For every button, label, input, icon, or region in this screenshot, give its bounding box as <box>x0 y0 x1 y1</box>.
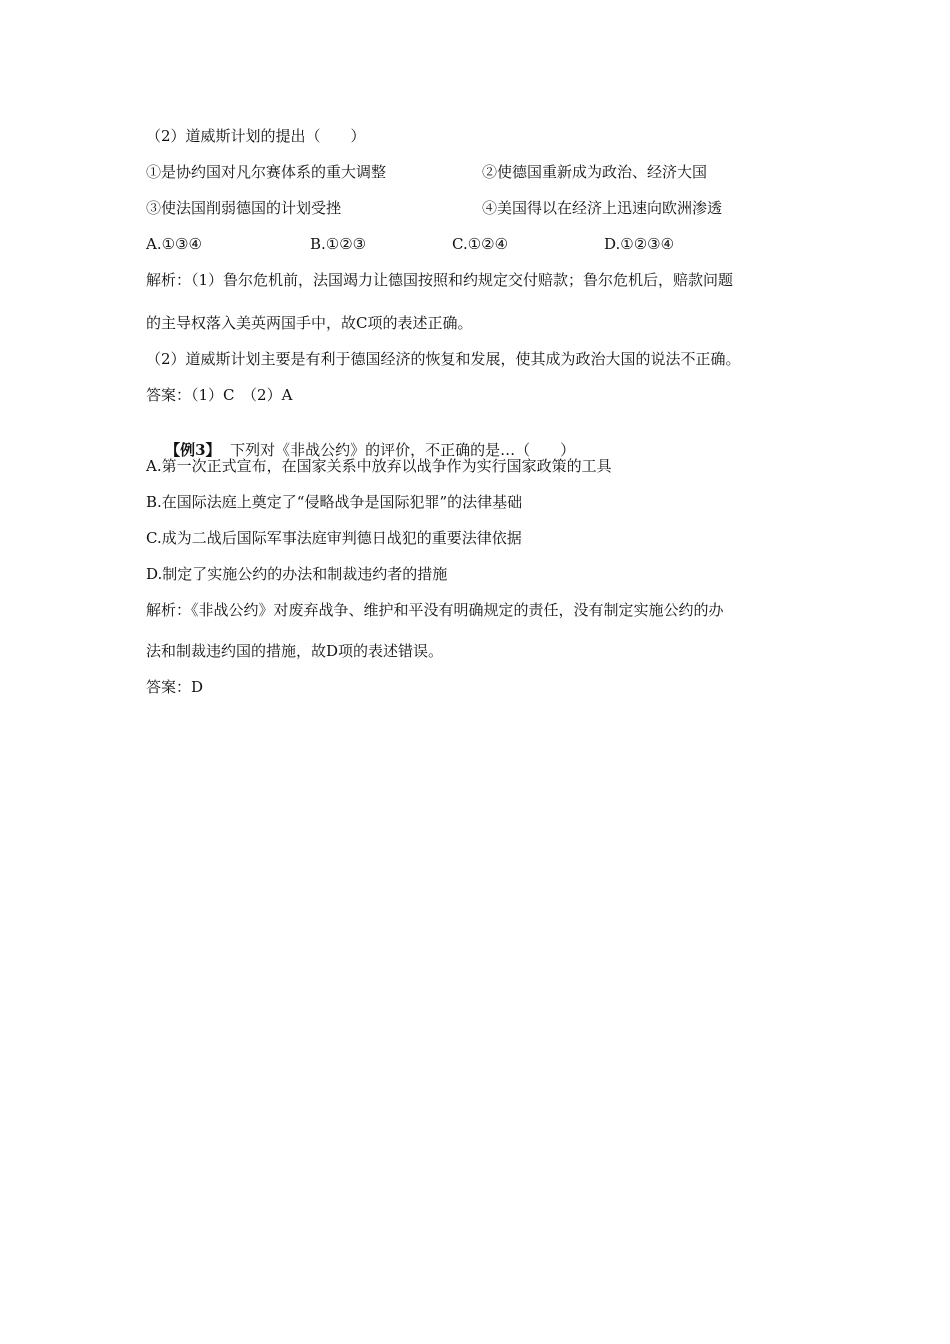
ex3-option-b: B.在国际法庭上奠定了“侵略战争是国际犯罪”的法律基础 <box>146 493 523 511</box>
analysis-line-3: （2）道威斯计划主要是有利于德国经济的恢复和发展，使其成为政治大国的说法不正确。 <box>146 350 741 368</box>
example-3-stem: 下列对《非战公约》的评价，不正确的是…（ ） <box>230 441 576 459</box>
ex3-option-d: D.制定了实施公约的办法和制裁违约者的措施 <box>146 565 448 583</box>
ex3-analysis-line-2: 法和制裁违约国的措施，故D项的表述错误。 <box>146 642 444 660</box>
statement-4: ④美国得以在经济上迅速向欧洲渗透 <box>482 199 723 217</box>
statement-2: ②使德国重新成为政治、经济大国 <box>482 163 708 181</box>
option-a: A.①③④ <box>146 235 202 253</box>
ex3-analysis-line-1: 解析：《非战公约》对废弃战争、维护和平没有明确规定的责任，没有制定实施公约的办 <box>146 601 724 619</box>
analysis-line-2: 的主导权落入美英两国手中，故C项的表述正确。 <box>146 314 473 332</box>
ex3-option-a: A.第一次正式宣布，在国家关系中放弃以战争作为实行国家政策的工具 <box>146 457 612 475</box>
example-3-tag: 【例3】 <box>165 441 221 459</box>
option-b: B.①②③ <box>310 235 367 253</box>
ex3-answer: 答案：D <box>146 678 204 696</box>
question-2-stem: （2）道威斯计划的提出（ ） <box>146 127 366 145</box>
statement-3: ③使法国削弱德国的计划受挫 <box>146 199 342 217</box>
option-d: D.①②③④ <box>604 235 675 253</box>
ex3-option-c: C.成为二战后国际军事法庭审判德日战犯的重要法律依据 <box>146 529 522 547</box>
analysis-line-1: 解析：（1）鲁尔危机前，法国竭力让德国按照和约规定交付赔款；鲁尔危机后，赔款问题 <box>146 271 734 289</box>
answer-1: 答案：（1）C （2）A <box>146 386 293 404</box>
option-c: C.①②④ <box>452 235 509 253</box>
statement-1: ①是协约国对凡尔赛体系的重大调整 <box>146 163 387 181</box>
